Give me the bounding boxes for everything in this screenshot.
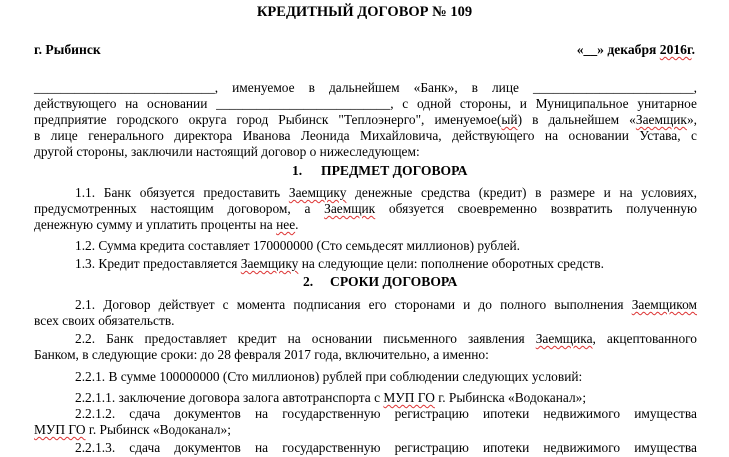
clause-2-2-line-2: Банком, в следующие сроки: до 28 февраля 2017 года, включительно, а именно: bbox=[34, 347, 489, 362]
intro-line-4: в лице генерального директора Иванова Леонида Михайловича, действующего на основании Устава, с bbox=[34, 128, 697, 143]
contract-date: «__» декабря 2016г. bbox=[576, 42, 695, 57]
clause-2-1-line-1: 2.1. Договор действует с момента подписания его сторонами и до полного выполнения Заемщиком bbox=[75, 297, 697, 312]
intro-line-2: действующего на основании __________________________, с одной стороны, и Муниципальное унитарное bbox=[34, 96, 697, 111]
intro-line-1: ___________________________, именуемое в дальнейшем «Банк», в лице ________________________, bbox=[34, 80, 697, 95]
section-1-title: ПРЕДМЕТ ДОГОВОРА bbox=[321, 163, 468, 178]
clause-1-2: 1.2. Сумма кредита составляет 170000000 (Сто семьдесят миллионов) рублей. bbox=[75, 238, 521, 253]
city: г. Рыбинск bbox=[34, 42, 101, 57]
clause-2-2-1-2-line-1: 2.2.1.2. сдача документов на государственную регистрацию ипотеки недвижимого имущества bbox=[75, 406, 697, 421]
clause-2-2-line-1: 2.2. Банк предоставляет кредит на основании письменного заявления Заемщика, акцептованного bbox=[75, 331, 697, 346]
section-2-number: 2. bbox=[303, 274, 314, 289]
clause-2-2-1-2-line-2: МУП ГО г. Рыбинск «Водоканал»; bbox=[34, 422, 231, 437]
clause-1-1-line-1: 1.1. Банк обязуется предоставить Заемщику денежные средства (кредит) в размере и на условиях, bbox=[75, 185, 697, 200]
clause-1-1-line-2: предусмотренных настоящим договором, а Заемщик обязуется своевременно возвратить полученную bbox=[34, 201, 698, 216]
section-1-number: 1. bbox=[292, 163, 303, 178]
clause-1-3: 1.3. Кредит предоставляется Заемщику на следующие цели: пополнение оборотных средств. bbox=[75, 256, 604, 271]
intro-line-5: другой стороны, заключили настоящий договор о нижеследующем: bbox=[34, 144, 420, 159]
section-2-title: СРОКИ ДОГОВОРА bbox=[330, 274, 458, 289]
clause-1-1-line-3: денежную сумму и уплатить проценты на нее. bbox=[34, 217, 299, 232]
clause-2-2-1: 2.2.1. В сумме 100000000 (Сто миллионов) рублей при соблюдении следующих условий: bbox=[75, 369, 583, 384]
clause-2-1-line-2: всех своих обязательств. bbox=[34, 313, 175, 328]
clause-2-2-1-3-line-1: 2.2.1.3. сдача документов на государственную регистрацию ипотеки недвижимого имущества bbox=[75, 440, 697, 455]
document-title: КРЕДИТНЫЙ ДОГОВОР № 109 bbox=[256, 4, 473, 20]
clause-2-2-1-1: 2.2.1.1. заключение договора залога автотранспорта с МУП ГО г. Рыбинска «Водоканал»; bbox=[75, 390, 587, 405]
intro-line-3: предприятие городского округа город Рыбинск "Теплоэнерго", именуемое(ый) в дальнейшем «Заемщик», bbox=[34, 112, 697, 127]
